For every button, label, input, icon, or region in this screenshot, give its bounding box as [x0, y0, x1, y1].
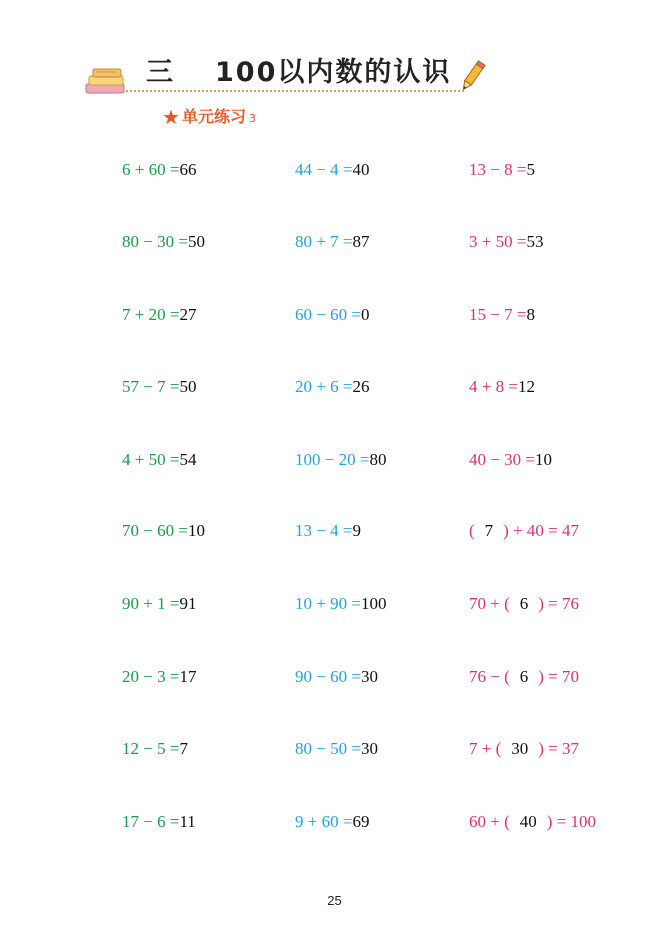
- answer-text: 30: [360, 667, 378, 686]
- answer-text: 30: [360, 739, 378, 758]
- exercise-item: [295, 667, 378, 687]
- page-number: 25: [327, 893, 342, 908]
- equation-text: 4 + 50 =: [122, 450, 180, 469]
- answer-text: 50: [179, 377, 197, 396]
- answer-text: 0: [360, 305, 370, 324]
- exercise-item: [122, 667, 196, 687]
- exercise-item: [295, 232, 369, 252]
- blank-answer: 6: [519, 594, 529, 613]
- exercise-item: [122, 812, 196, 832]
- equation-text: 44 − 4 =: [295, 160, 353, 179]
- answer-text: 40: [352, 160, 370, 179]
- exercise-item: [295, 594, 386, 614]
- answer-text: 69: [352, 812, 370, 831]
- answer-text: 11: [179, 812, 196, 831]
- equation-text: 7 + (: [469, 739, 502, 758]
- exercise-item: [122, 521, 205, 541]
- star-icon: ★: [162, 105, 180, 129]
- exercise-item: [469, 160, 535, 180]
- answer-text: 5: [526, 160, 535, 179]
- equation-text: ) = 76: [538, 594, 579, 613]
- exercise-item: [469, 305, 535, 325]
- equation-text: 40 − 30 =: [469, 450, 535, 469]
- section-number: 3: [248, 112, 256, 125]
- answer-text: 87: [352, 232, 370, 251]
- equation-text: 60 + (: [469, 812, 510, 831]
- exercise-item: [122, 305, 196, 325]
- exercise-item: [122, 377, 196, 397]
- equation-text: 70 − 60 =: [122, 521, 188, 540]
- answer-text: 27: [179, 305, 197, 324]
- equation-text: 20 − 3 =: [122, 667, 180, 686]
- chapter-number: 三: [146, 57, 175, 88]
- exercise-item: [122, 739, 188, 759]
- answer-text: 80: [369, 450, 387, 469]
- exercise-item: [295, 812, 369, 832]
- answer-text: 50: [187, 232, 205, 251]
- answer-text: 100: [360, 594, 387, 613]
- equation-text: 7 + 20 =: [122, 305, 180, 324]
- answer-text: 91: [179, 594, 197, 613]
- answer-text: 10: [187, 521, 205, 540]
- equation-text: 76 − (: [469, 667, 510, 686]
- equation-text: 57 − 7 =: [122, 377, 180, 396]
- exercise-item: [295, 450, 386, 470]
- exercise-item: [295, 739, 378, 759]
- section-title: 单元练习: [181, 107, 246, 126]
- equation-text: ) + 40 = 47: [503, 521, 580, 540]
- exercise-item: [122, 594, 196, 614]
- exercise-item: [469, 739, 579, 759]
- blank-answer: 7: [484, 521, 494, 540]
- exercise-item: [469, 667, 579, 687]
- equation-text: 12 − 5 =: [122, 739, 180, 758]
- equation-text: ) = 70: [538, 667, 579, 686]
- equation-text: ) = 37: [538, 739, 579, 758]
- answer-text: 10: [534, 450, 552, 469]
- equation-text: 90 + 1 =: [122, 594, 180, 613]
- equation-text: 90 − 60 =: [295, 667, 361, 686]
- equation-text: 13 − 4 =: [295, 521, 353, 540]
- answer-text: 8: [526, 305, 535, 324]
- equation-text: (: [469, 521, 475, 540]
- exercise-item: [122, 450, 196, 470]
- equation-text: 6 + 60 =: [122, 160, 180, 179]
- equation-text: 15 − 7 =: [469, 305, 527, 324]
- exercise-item: [295, 160, 369, 180]
- equation-text: 80 − 50 =: [295, 739, 361, 758]
- equation-text: ) = 100: [546, 812, 596, 831]
- blank-answer: 30: [511, 739, 529, 758]
- exercise-item: [469, 594, 579, 614]
- equation-text: 70 + (: [469, 594, 510, 613]
- exercise-item: [295, 521, 361, 541]
- equation-text: 10 + 90 =: [295, 594, 361, 613]
- exercise-item: [469, 377, 535, 397]
- equation-text: 9 + 60 =: [295, 812, 353, 831]
- equation-text: 60 − 60 =: [295, 305, 361, 324]
- equation-text: 80 + 7 =: [295, 232, 353, 251]
- exercise-item: [122, 232, 205, 252]
- exercise-item: [122, 160, 196, 180]
- answer-text: 54: [179, 450, 197, 469]
- equation-text: 20 + 6 =: [295, 377, 353, 396]
- exercise-item: [469, 812, 596, 832]
- blank-answer: 6: [519, 667, 529, 686]
- equation-text: 13 − 8 =: [469, 160, 527, 179]
- answer-text: 9: [352, 521, 361, 540]
- answer-text: 53: [526, 232, 544, 251]
- exercise-item: [295, 305, 369, 325]
- exercise-item: [469, 232, 543, 252]
- exercise-item: [469, 450, 552, 470]
- equation-text: 4 + 8 =: [469, 377, 518, 396]
- answer-text: 7: [179, 739, 188, 758]
- equation-text: 100 − 20 =: [295, 450, 370, 469]
- equation-text: 17 − 6 =: [122, 812, 180, 831]
- blank-answer: 40: [519, 812, 537, 831]
- answer-text: 26: [352, 377, 370, 396]
- exercise-item: [295, 377, 369, 397]
- equation-text: 80 − 30 =: [122, 232, 188, 251]
- chapter-title: 100以内数的认识: [215, 57, 452, 88]
- exercise-item: [469, 521, 579, 541]
- answer-text: 17: [179, 667, 197, 686]
- equation-text: 3 + 50 =: [469, 232, 527, 251]
- answer-text: 12: [517, 377, 535, 396]
- answer-text: 66: [179, 160, 197, 179]
